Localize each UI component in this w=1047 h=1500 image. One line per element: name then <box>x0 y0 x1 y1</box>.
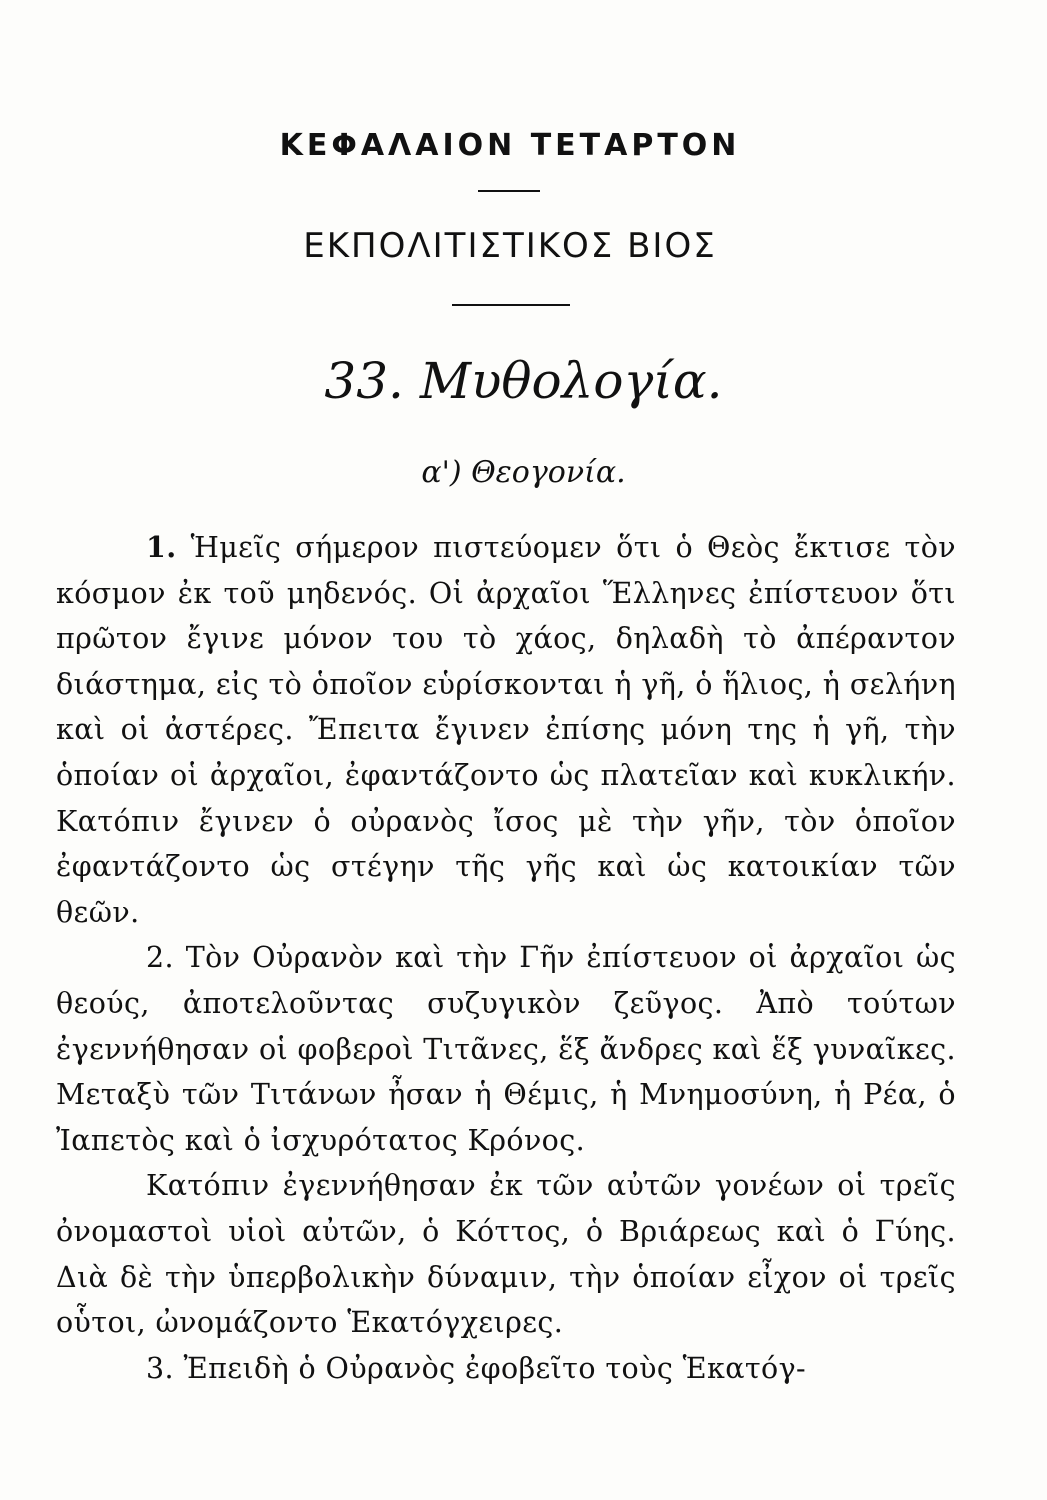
paragraph-text: Κατόπιν ἐγεννήθησαν ἐκ τῶν αὐτῶν γονέων οἱ τρεῖς ὀνομαστοὶ υἱοὶ αὐτῶν, ὁ Κόττος, ὁ Βριάρεως καὶ ὁ Γύης. Διὰ δὲ τὴν ὑπερβολικὴν δύναμιν, τὴν ὁποίαν εἶχον οἱ τρεῖς οὗτοι, ὠνομάζοντο Ἑκατόγχειρες. <box>56 1169 956 1340</box>
subsection-title: α') Θεογονία. <box>421 455 626 490</box>
paragraph-text: Ἡμεῖς σήμερον πιστεύομεν ὅτι ὁ Θεὸς ἔκτισε τὸν κόσμον ἐκ τοῦ μηδενός. Οἱ ἀρχαῖοι Ἕλληνες ἐπίστευον ὅτι πρῶτον ἔγινε μόνον του τὸ χάος, δηλαδὴ τὸ ἀπέραντον διάστημα, εἰς τὸ ὁποῖον εὑρίσκονται ἡ γῆ, ὁ ἥλιος, ἡ σελήνη καὶ οἱ ἀστέρες. Ἔπειτα ἔγινεν ἐπίσης μόνη της ἡ γῆ, τὴν ὁποίαν οἱ ἀρχαῖοι, ἐφαντάζοντο ὡς πλατεῖαν καὶ κυκλικήν. Κατόπιν ἔγινεν ὁ οὐρανὸς ἴσος μὲ τὴν γῆν, τὸν ὁποῖον ἐφαντάζοντο ὡς στέγην τῆς γῆς καὶ ὡς κατοικίαν τῶν θεῶν. <box>56 531 956 929</box>
section-title: 33. Μυθολογία. <box>324 352 723 410</box>
paragraph-number: 1. <box>146 530 177 564</box>
paragraph <box>56 1163 956 1345</box>
paragraph <box>56 935 956 1163</box>
paragraph <box>56 1346 956 1392</box>
divider-rule <box>452 304 570 306</box>
divider-rule <box>478 190 540 192</box>
body-text <box>56 525 956 1391</box>
chapter-heading: ΚΕΦΑΛΑΙΟΝ ΤΕΤΑΡΤΟΝ <box>279 128 741 163</box>
paragraph-number: 3. <box>146 1351 174 1385</box>
paragraph-number: 2. <box>146 941 174 975</box>
paragraph-text: Ἐπειδὴ ὁ Οὐρανὸς ἐφοβεῖτο τοὺς Ἑκατόγ- <box>183 1351 807 1385</box>
chapter-subtitle: ΕΚΠΟΛΙΤΙΣΤΙΚΟΣ ΒΙΟΣ <box>303 226 717 266</box>
paragraph-text: Τὸν Οὐρανὸν καὶ τὴν Γῆν ἐπίστευον οἱ ἀρχαῖοι ὡς θεούς, ἀποτελοῦντας συζυγικὸν ζεῦγος. Ἀπὸ τούτων ἐγεννήθησαν οἱ φοβεροὶ Τιτᾶνες, ἕξ ἄνδρες καὶ ἕξ γυναῖκες. Μεταξὺ τῶν Τιτάνων ἦσαν ἡ Θέμις, ἡ Μνημοσύνη, ἡ Ρέα, ὁ Ἰαπετὸς καὶ ὁ ἰσχυρότατος Κρόνος. <box>56 941 956 1157</box>
paragraph <box>56 525 956 935</box>
